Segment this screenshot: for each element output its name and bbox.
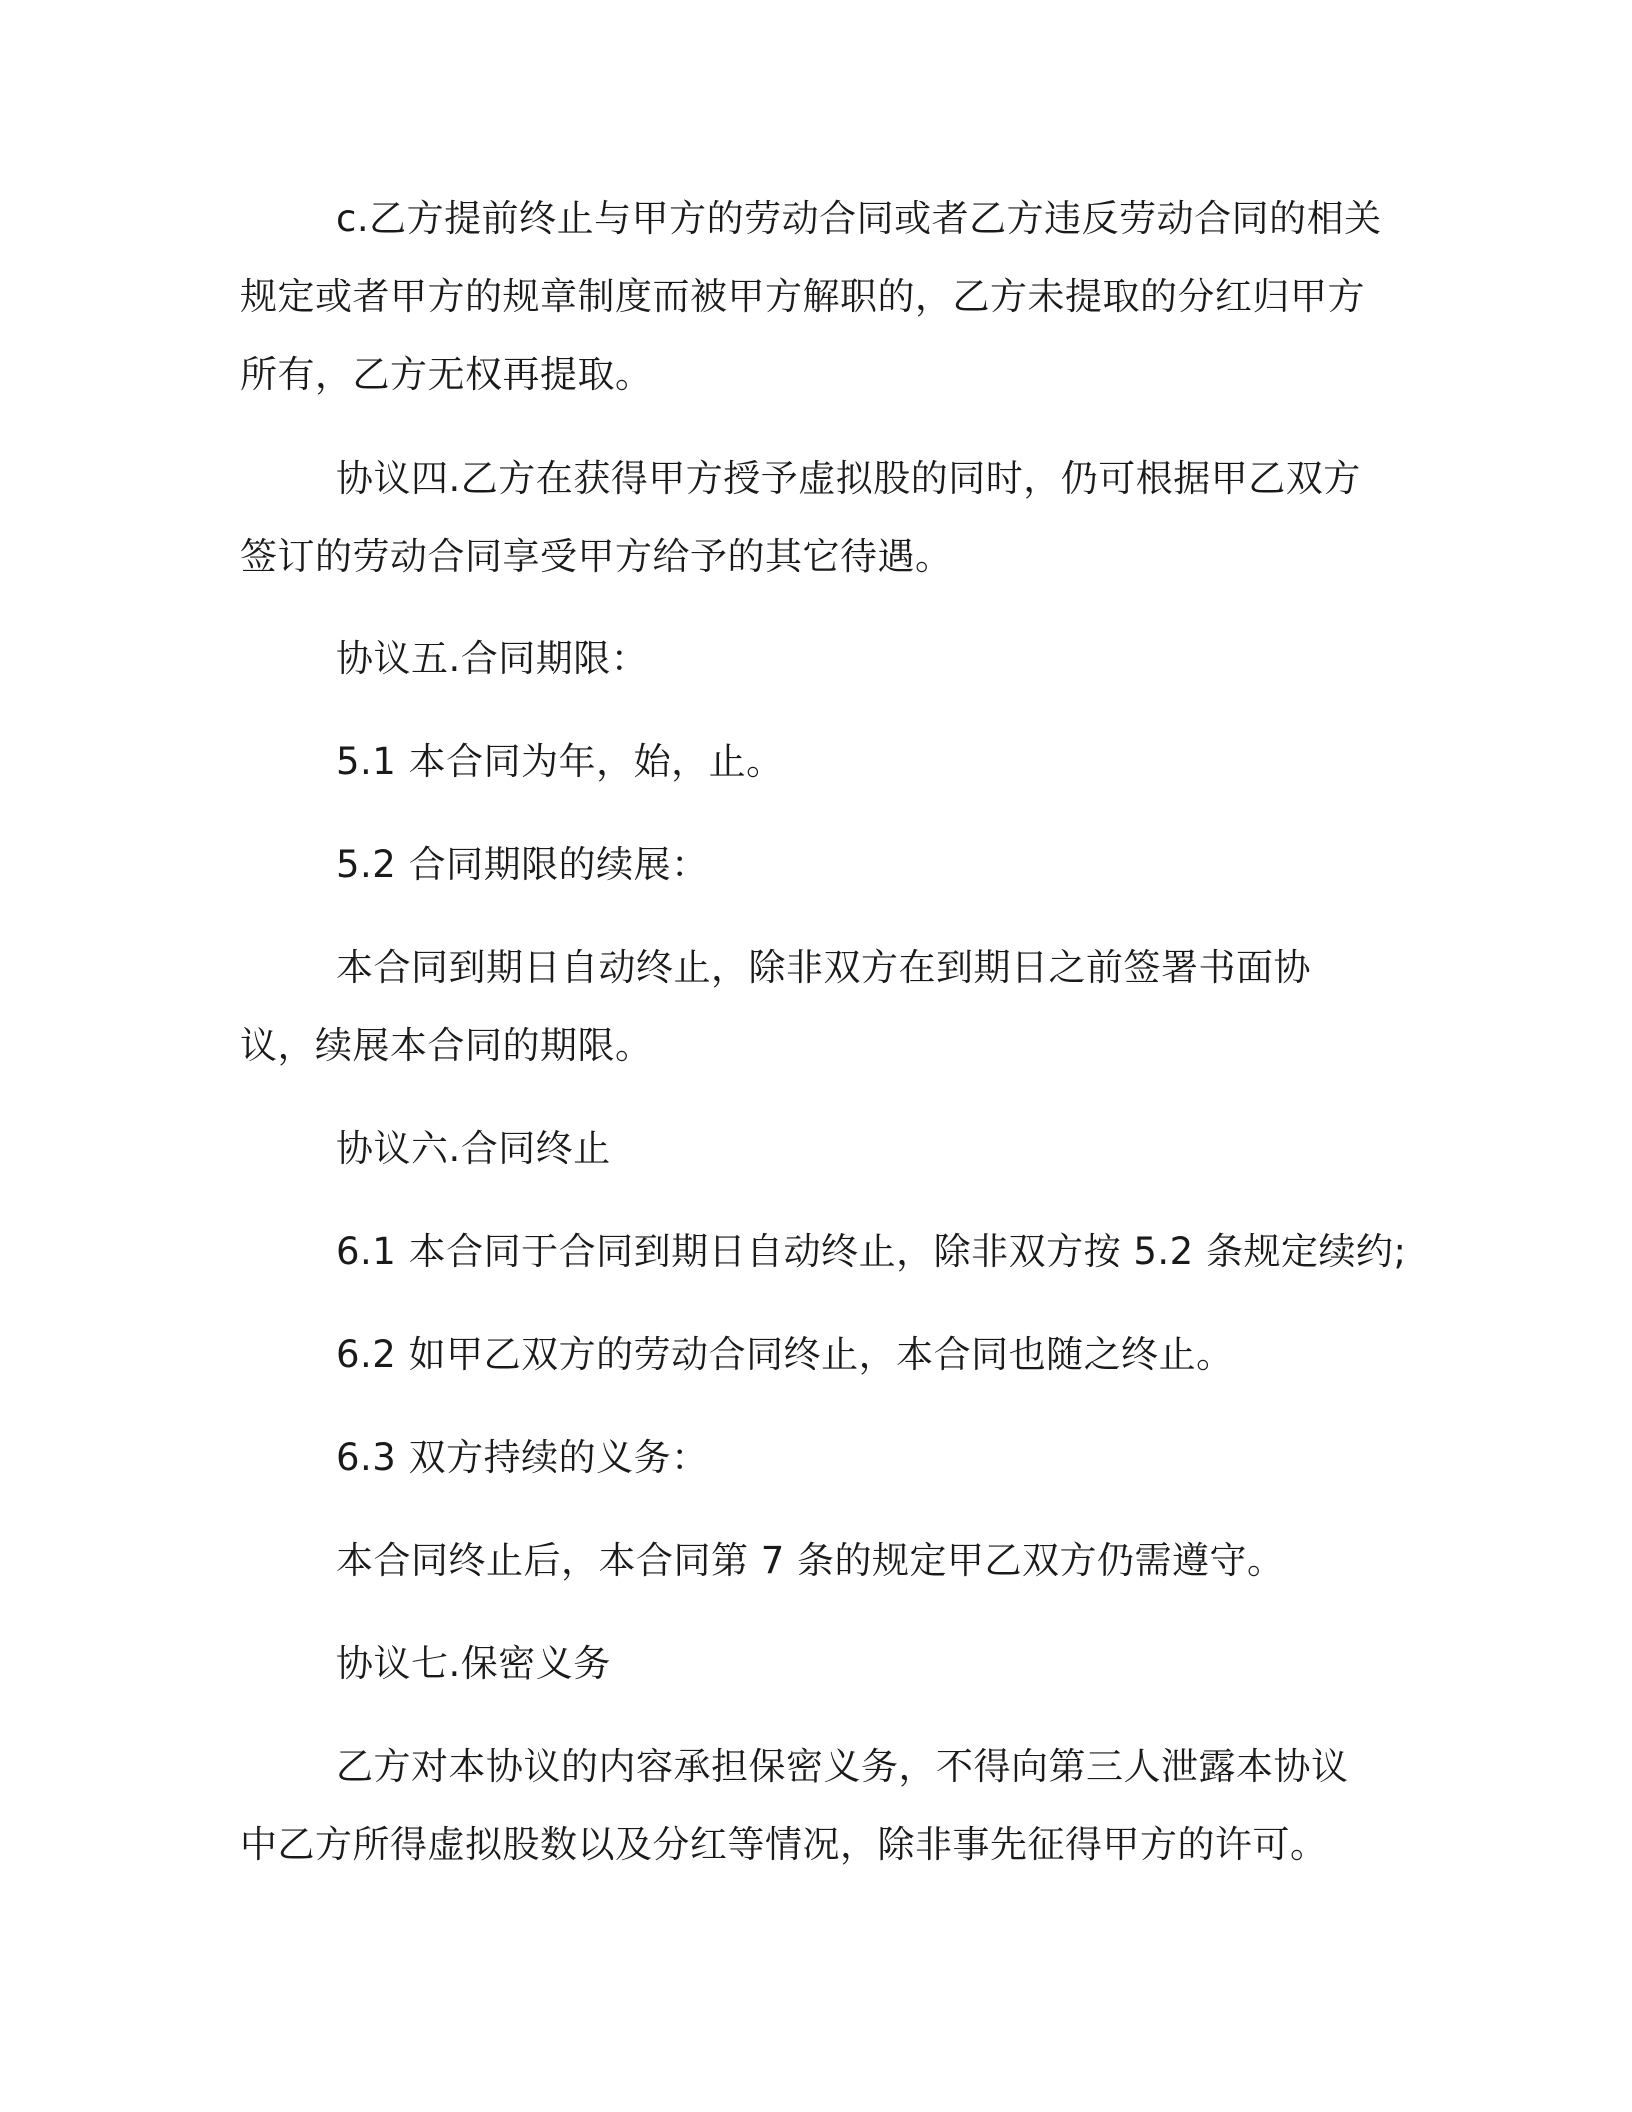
heading-article-6: 协议六.合同终止 [336,1127,611,1170]
heading-article-7: 协议七.保密义务 [336,1642,611,1685]
paragraph-continuing-obligations: 本合同终止后，本合同第 7 条的规定甲乙双方仍需遵守。 [336,1539,1285,1582]
paragraph-article-4: 协议四.乙方在获得甲方授予虚拟股的同时，仍可根据甲乙双方签订的劳动合同享受甲方给予的其它待遇。 [240,457,1361,578]
paragraph-termination-clause-c: c.乙方提前终止与甲方的劳动合同或者乙方违反劳动合同的相关规定或者甲方的规章制度而被甲方解职的，乙方未提取的分红归甲方所有，乙方无权再提取。 [240,197,1382,396]
clause-6-1: 6.1 本合同于合同到期日自动终止，除非双方按 5.2 条规定续约; [336,1230,1407,1273]
heading-article-5: 协议五.合同期限： [336,637,649,680]
paragraph-renewal: 本合同到期日自动终止，除非双方在到期日之前签署书面协议，续展本合同的期限。 [240,946,1311,1067]
clause-5-2: 5.2 合同期限的续展： [336,843,709,886]
paragraph-confidentiality: 乙方对本协议的内容承担保密义务，不得向第三人泄露本协议中乙方所得虚拟股数以及分红等情况，除非事先征得甲方的许可。 [240,1745,1349,1866]
clause-6-2: 6.2 如甲乙双方的劳动合同终止，本合同也随之终止。 [336,1333,1234,1376]
clause-5-1: 5.1 本合同为年，始，止。 [336,740,784,783]
clause-6-3: 6.3 双方持续的义务： [336,1436,709,1479]
